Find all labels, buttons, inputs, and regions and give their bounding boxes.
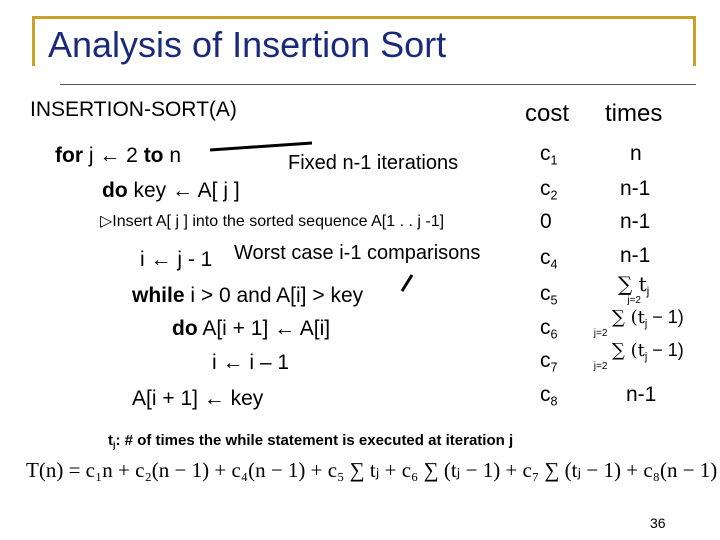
cost-c1: $c_1$ — [540, 142, 558, 168]
cost-c2: $c_2$ — [540, 177, 558, 203]
code-line-7: i ← i – 1 — [212, 351, 290, 374]
times-header: times — [605, 100, 663, 127]
cost-header: cost — [525, 100, 570, 127]
cost-c7: $c_7$ — [540, 349, 558, 375]
worst-case-note: Worst case i-1 comparisons — [234, 242, 481, 264]
tj-definition-note: $t_j$: # of times the while statement is executed at iteration j — [108, 432, 514, 451]
times-row-5-sum: ∑ $t_{jj=2}$ — [618, 272, 650, 306]
code-line-6: do A[i + 1] ← A[i] — [172, 317, 331, 340]
times-row-4: n-1 — [620, 244, 651, 267]
running-time-formula: T(n) = c₁n + c₂(n − 1) + c₄(n − 1) + c₅ ∑ tⱼ + c₆ ∑ (tⱼ − 1) + c₇ ∑ (tⱼ − 1) + c₈(n − 1) — [26, 458, 718, 482]
cost-c6: $c_6$ — [540, 316, 558, 342]
times-row-2: n-1 — [620, 177, 651, 200]
code-line-2: do key ← A[ j ] — [102, 179, 240, 202]
times-row-8: n-1 — [626, 383, 657, 406]
code-line-1: for j ← 2 to n — [55, 144, 182, 167]
code-line-4: i ← j - 1 — [140, 248, 213, 271]
code-line-8: A[i + 1] ← key — [132, 387, 264, 410]
arrow-to-while-line — [402, 275, 412, 291]
code-line-3-comment: ▷Insert A[ j ] into the sorted sequence A[1 . . j -1] — [100, 213, 445, 230]
cost-c5: $c_5$ — [540, 282, 558, 308]
fixed-iterations-note: Fixed n-1 iterations — [288, 152, 459, 174]
arrow-to-fixed-note — [210, 143, 312, 150]
cost-c8: $c_8$ — [540, 383, 558, 409]
page-number: 36 — [650, 515, 666, 531]
times-row-3: n-1 — [620, 210, 651, 233]
times-row-1: n — [630, 142, 642, 165]
slide-title: Analysis of Insertion Sort — [48, 24, 447, 65]
code-line-5: while i > 0 and A[i] > key — [132, 284, 364, 307]
cost-c4: $c_4$ — [540, 246, 558, 272]
cost-zero: 0 — [540, 210, 552, 233]
algorithm-name: INSERTION-SORT(A) — [30, 98, 237, 121]
